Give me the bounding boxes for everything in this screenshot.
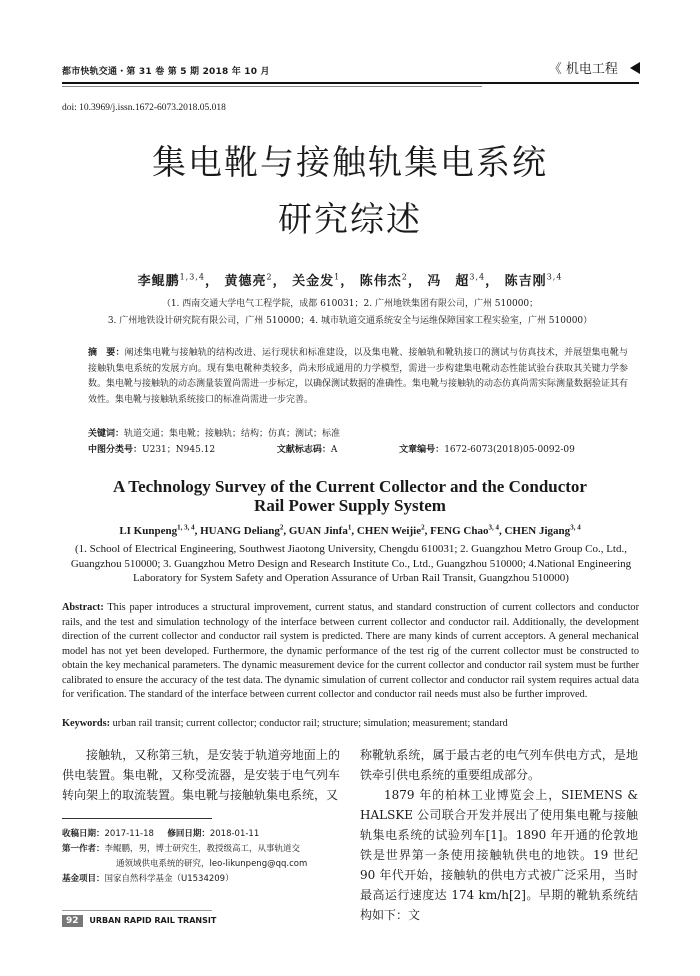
author-cn: 李鲲鹏 xyxy=(137,274,180,289)
authors-cn: 李鲲鹏$^{1,3,4}$， 黄德亮$^2$， 关金发$^1$， 陈伟杰$^2$， 冯 超$^{3,4}$， 陈吉刚$^{3,4}$ xyxy=(137,272,563,289)
author-cn: 黄德亮 xyxy=(224,274,267,289)
author-en: FENG Chao xyxy=(430,525,489,537)
article-id-label: 文章编号： xyxy=(399,445,445,455)
section-prefix: 《 xyxy=(548,62,562,77)
author-cn: 陈伟杰 xyxy=(359,274,402,289)
keywords-cn: 轨道交通；集电靴；接触轨；结构；仿真；测试；标准 xyxy=(124,429,341,439)
revised-label: 修回日期： xyxy=(167,829,210,839)
page-footer xyxy=(62,915,216,927)
fund-value: 国家自然科学基金（U1534209） xyxy=(104,874,234,884)
title-en-line1: A Technology Survey of the Current Collector and the Conductor xyxy=(113,477,587,496)
keywords-en-label: Keywords: xyxy=(62,718,111,729)
abstract-en xyxy=(62,601,639,703)
body-right-column xyxy=(360,745,638,925)
page-number: 92 xyxy=(62,915,83,927)
authors-en: LI Kunpeng$^{1, 3, 4}$, HUANG Deliang$^2$, GUAN Jinfa$^1$, CHEN Weijie$^2$, FENG Chao$^{3, 4}$, CHEN Jigang$^{3, 4}$ xyxy=(119,523,581,537)
first-author-line2: 通领域供电系统的研究，leo-likunpeng@qq.com xyxy=(116,859,308,869)
abstract-en-label: Abstract: xyxy=(62,602,104,613)
title-cn-line1: 集电靴与接触轨集电系统 xyxy=(152,143,548,183)
body-paragraph: 称靴轨系统，属于最古老的电气列车供电方式，是地铁牵引供电系统的重要组成部分。 xyxy=(360,748,638,782)
author-en: LI Kunpeng xyxy=(119,525,178,537)
affiliation-cn-line2: 3. 广州地铁设计研究院有限公司，广州 510000；4. 城市轨道交通系统安全与运维保障国家工程实验室，广州 510000） xyxy=(107,316,593,326)
clc-label: 中图分类号： xyxy=(88,445,143,455)
title-en xyxy=(0,477,700,515)
title-en-line2: Rail Power Supply System xyxy=(254,496,446,515)
keywords-cn-label: 关键词： xyxy=(88,429,125,439)
author-en: HUANG Deliang xyxy=(200,525,280,537)
abstract-cn xyxy=(88,346,628,408)
first-author-label: 第一作者： xyxy=(62,844,105,854)
received-date: 2017-11-18 xyxy=(104,829,154,839)
footer-journal: URBAN RAPID RAIL TRANSIT xyxy=(89,916,217,925)
affiliation-en: (1. School of Electrical Engineering, Southwest Jiaotong University, Chengdu 610031; 2. Guangzhou Metro Group Co., Ltd., Guangzhou 510000; 3. Guangzhou Metro Design and Research Institute Co., Ltd., Guangzhou 510000; 4.National Engineering Laboratory for System Safety and Operation Assurance of Urban Rail Transit, Guangzhou 510000) xyxy=(70,543,632,584)
author-en: CHEN Jigang xyxy=(504,525,571,537)
footnote-divider xyxy=(62,818,212,819)
doc-code-label: 文献标志码： xyxy=(276,445,331,455)
header-rule xyxy=(62,82,639,84)
author-cn: 关金发 xyxy=(292,274,335,289)
section-name: 机电工程 xyxy=(565,62,618,77)
author-cn: 冯 超 xyxy=(427,274,470,289)
section-label xyxy=(549,58,640,77)
first-author-line1: 李鲲鹏，男，博士研究生，教授级高工，从事轨道交 xyxy=(104,844,301,854)
abstract-cn-label: 摘 要： xyxy=(88,348,125,358)
clc-value: U231；N945.12 xyxy=(142,445,216,455)
author-en: GUAN Jinfa xyxy=(288,525,348,537)
keywords-en-text: urban rail transit; current collector; conductor rail; structure; simulation; measurement; standard xyxy=(112,718,508,729)
article-id-value: 1672-6073(2018)05-0092-09 xyxy=(444,445,575,455)
footer-rule xyxy=(62,910,212,911)
journal-header: 都市快轨交通・第 31 卷 第 5 期 2018 年 10 月 xyxy=(62,67,270,77)
received-label: 收稿日期： xyxy=(62,829,105,839)
doi[interactable]: doi: 10.3969/j.issn.1672-6073.2018.05.018 xyxy=(62,103,226,113)
revised-date: 2018-01-11 xyxy=(209,829,260,839)
abstract-en-text: This paper introduces a structural improvement, current status, and standard construction of current collectors and conductor rails, and the test and simulation technology of the interface between current collector and conductor rail. Additionally, the development direction of the current collector and conductor rail system is predicted. There are many kinds of current acceptors. A general mechanical model has not yet been developed. Furthermore, the dynamic performance of the test rig of the current collector must be constructed to obtain the key mechanical parameters. The dynamic measurement device for the current collector and conductor rail system must be further calibrated to ensure the accuracy of the test data. The dynamic simulation of current collector and conductor rail system requires actual data for verification. The standard of the interface between current collector and conductor rail needs must also be further improved. xyxy=(62,602,640,700)
doc-code-value: A xyxy=(330,445,338,455)
keywords-en xyxy=(62,718,639,729)
body-paragraph: 1879 年的柏林工业博览会上，SIEMENS & HALSKE 公司联合开发并展出了使用集电靴与接触轨集电系统的试验列车[1]。1890 年开通的伦敦地铁是世界第一条使用接触轨供电的地铁。19 世纪 90 年代开始，接触轨的供电方式被广泛采用，当时最高运行速度达 174 km/h[2]。早期的靴轨系统结构如下：文 xyxy=(360,788,638,922)
title-cn-line2: 研究综述 xyxy=(278,200,422,240)
body-paragraph: 接触轨，又称第三轨，是安装于轨道旁地面上的供电装置。集电靴，又称受流器，是安装于电气列车转向架上的取流装置。集电靴与接触轨集电系统，又 xyxy=(62,748,340,802)
author-cn: 陈吉刚 xyxy=(504,274,547,289)
header-rule-thin xyxy=(62,86,482,87)
footnotes xyxy=(62,827,352,887)
meta-cn xyxy=(88,426,575,458)
triangle-left-icon xyxy=(630,62,640,74)
fund-label: 基金项目： xyxy=(62,874,105,884)
abstract-cn-text: 阐述集电靴与接触轨的结构改进、运行现状和标准建设，以及集电靴、接触轨和靴轨接口的测试与仿真技术，并展望集电靴与接触轨集电系统的发展方向。现有集电靴种类较多，尚未形成通用的力学模型，需进一步构建集电靴动态性能试验台获取其关键力学参数。集电靴与接触轨的动态测量装置尚需进一步标定，以确保测试数据的准确性。集电靴与接触轨的动态仿真尚需实际测量数据验证其有效性。集电靴与接触轨系统接口的标准尚需进一步完善。 xyxy=(88,348,629,405)
author-en: CHEN Weijie xyxy=(356,525,422,537)
body-left-column xyxy=(62,745,340,805)
affiliation-cn-line1: （1. 西南交通大学电气工程学院，成都 610031；2. 广州地铁集团有限公司，广州 510000； xyxy=(161,299,539,309)
